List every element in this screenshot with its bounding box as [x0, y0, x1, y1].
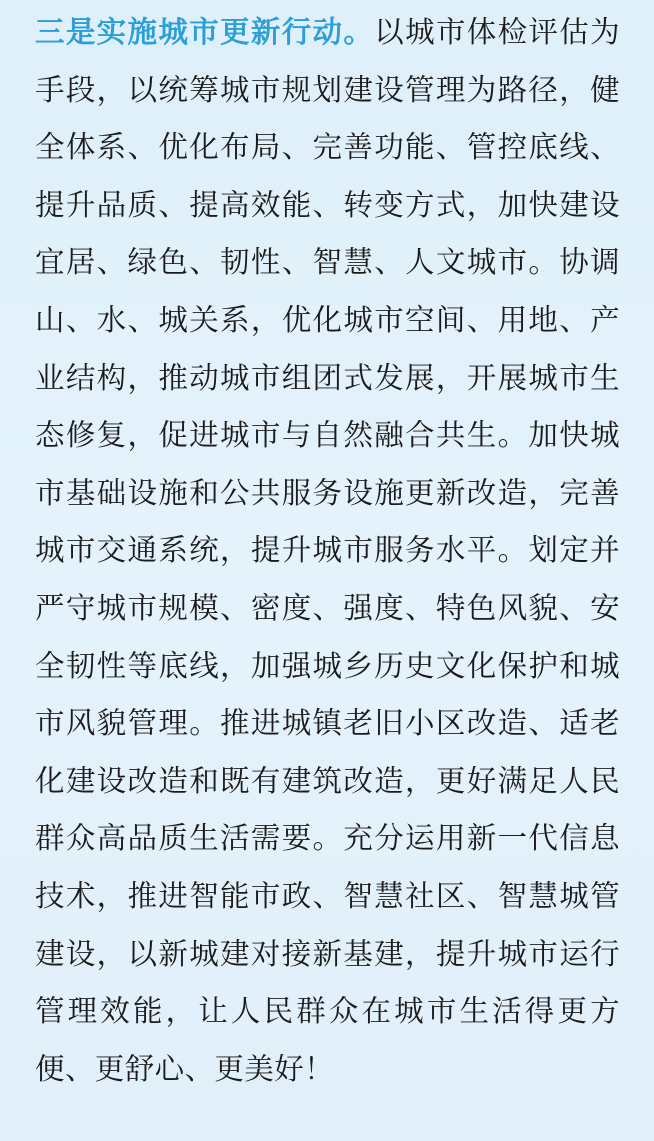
section-lead-heading: 三是实施城市更新行动。	[35, 15, 375, 49]
article-paragraph	[35, 4, 620, 1098]
section-body-text: 以城市体检评估为手段，以统筹城市规划建设管理为路径，健全体系、优化布局、完善功能、管控底线、提升品质、提高效能、转变方式，加快建设宜居、绿色、韧性、智慧、人文城市。协调山、水、城关系，优化城市空间、用地、产业结构，推动城市组团式发展，开展城市生态修复，促进城市与自然融合共生。加快城市基础设施和公共服务设施更新改造，完善城市交通系统，提升城市服务水平。划定并严守城市规模、密度、强度、特色风貌、安全韧性等底线，加强城乡历史文化保护和城市风貌管理。推进城镇老旧小区改造、适老化建设改造和既有建筑改造，更好满足人民群众高品质生活需要。充分运用新一代信息技术，推进智能市政、智慧社区、智慧城管建设，以新城建对接新基建，提升城市运行管理效能，让人民群众在城市生活得更方便、更舒心、更美好！	[35, 15, 621, 1086]
